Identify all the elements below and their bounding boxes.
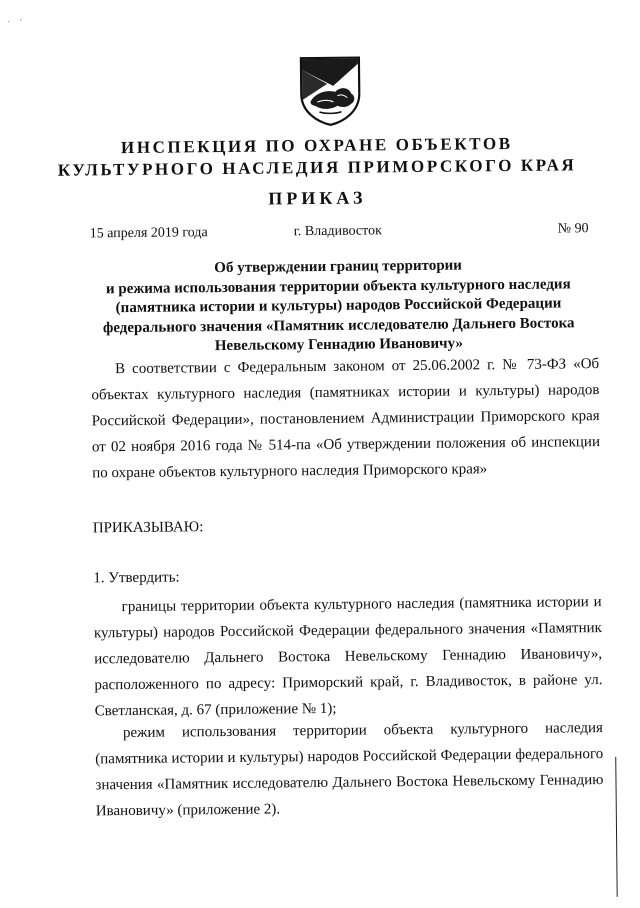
coat-of-arms-icon bbox=[297, 56, 364, 127]
document-date: 15 апреля 2019 года bbox=[89, 225, 208, 242]
item-1-boundaries-paragraph: границы территории объекта культурного наследия (памятника истории и культуры) народов Российской Федерации федерального значения «Памятник исследователю Дальнего Востока Невельскому Геннадию Ивановичу», расположенного по адресу: Приморский край, г. Владивосток, в районе ул. Светланская, д. 67 (приложение № 1); bbox=[93, 594, 603, 720]
document-title bbox=[78, 255, 599, 358]
scan-artifact: · ' bbox=[7, 17, 22, 27]
item-1-regime-paragraph: режим использования территории объекта культурного наследия (памятника истории и культуры) народов Российской Федерации федерального значения «Памятник исследователю Дальнего Востока Невельскому Геннадию Ивановичу» (приложение 2). bbox=[95, 720, 604, 820]
order-word: ПРИКАЗЫВАЮ: bbox=[92, 519, 204, 537]
scan-edge-line bbox=[615, 757, 617, 897]
document-city: г. Владивосток bbox=[293, 223, 382, 240]
agency-name-line-2: КУЛЬТУРНОГО НАСЛЕДИЯ ПРИМОРСКОГО КРАЯ bbox=[57, 155, 577, 180]
document-number: № 90 bbox=[557, 221, 589, 237]
title-line: Невельскому Геннадию Ивановичу» bbox=[214, 335, 464, 355]
title-line: и режима использования территории объекта культурного наследия bbox=[105, 275, 571, 297]
document-type: ПРИКАЗ bbox=[268, 187, 367, 209]
preamble-paragraph: В соответствии с Федеральным законом от 25.06.2002 г. № 73-ФЗ «Об объектах культурного наследия (памятниках истории и культуры) народов Российской Федерации», постановлением Администрации Приморского края от 02 ноября 2016 года № 514-па «Об утверждении положения об инспекции по охране объектов культурного наследия Приморского края» bbox=[91, 356, 601, 482]
agency-name-line-1: ИНСПЕКЦИЯ ПО ОХРАНЕ ОБЪЕКТОВ bbox=[120, 133, 513, 158]
item-1-label: 1. Утвердить: bbox=[93, 569, 180, 587]
title-line: федерального значения «Памятник исследователю Дальнего Востока bbox=[102, 314, 575, 336]
title-line: Об утверждении границ территории bbox=[214, 257, 462, 277]
title-line: (памятника истории и культуры) народов Российской Федерации bbox=[115, 295, 562, 317]
